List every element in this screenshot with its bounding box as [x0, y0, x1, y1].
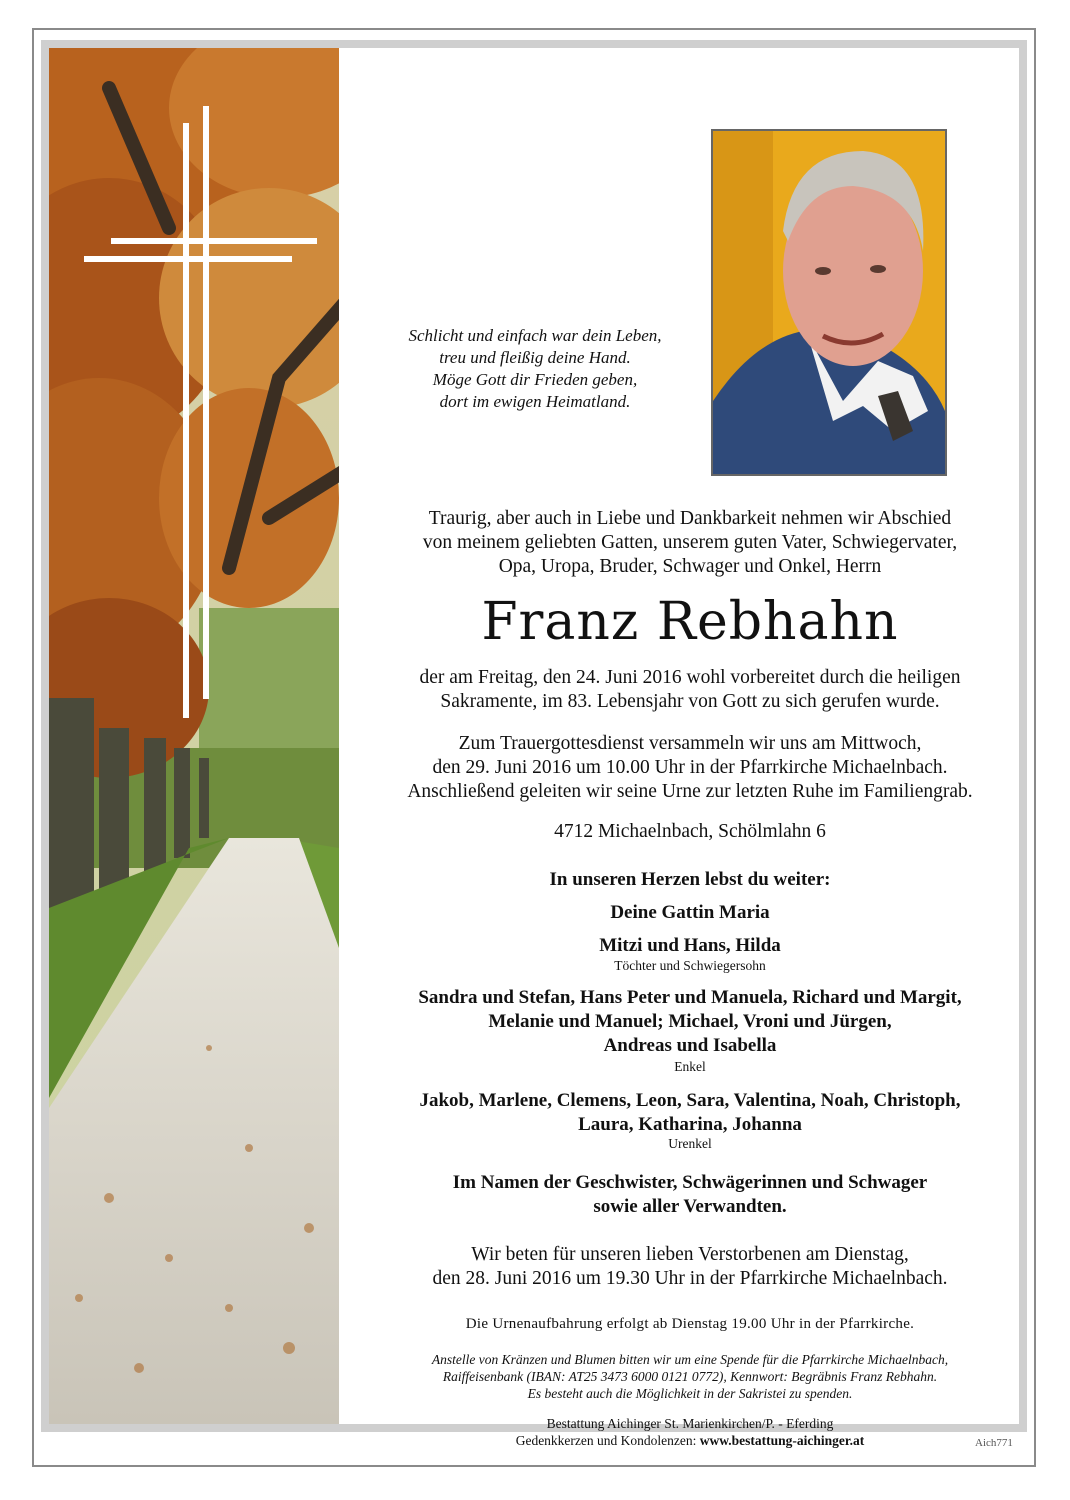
grandchildren-line: Sandra und Stefan, Hans Peter und Manuela, Richard und Margit,	[418, 987, 962, 1008]
wife-name: Deine Gattin Maria	[610, 902, 770, 923]
autumn-path-image	[49, 48, 339, 1424]
urn-viewing: Die Urnenaufbahrung erfolgt ab Dienstag 19.00 Uhr in der Pfarrkirche.	[465, 1316, 915, 1332]
family-heading: In unseren Herzen lebst du weiter:	[549, 869, 831, 890]
relatives-note	[345, 1171, 1035, 1219]
death-notice-line: der am Freitag, den 24. Juni 2016 wohl vorbereitet durch die heiligen	[419, 667, 961, 688]
website-link[interactable]: www.bestattung-aichinger.at	[699, 1433, 865, 1448]
great-grandchildren-role: Urenkel	[668, 1136, 712, 1151]
death-notice-line: Sakramente, im 83. Lebensjahr von Gott zu sich gerufen wurde.	[440, 691, 940, 712]
portrait-photo	[711, 129, 947, 476]
grandchildren-names	[345, 986, 1035, 1058]
footer-company: Bestattung Aichinger St. Marienkirchen/P. - Eferding	[546, 1416, 834, 1431]
relatives-line: Im Namen der Geschwister, Schwägerinnen und Schwager	[452, 1172, 928, 1193]
grandchildren-role: Enkel	[674, 1059, 706, 1074]
service-info	[345, 732, 1035, 804]
prayer-info	[345, 1243, 1035, 1291]
intro-line: von meinem geliebten Gatten, unserem guten Vater, Schwiegervater,	[422, 532, 958, 553]
great-grandchildren-names	[345, 1089, 1035, 1137]
grandchildren-line: Andreas und Isabella	[603, 1035, 777, 1056]
donation-line: Raiffeisenbank (IBAN: AT25 3473 6000 0121 0772), Kennwort: Begräbnis Franz Rebhahn.	[442, 1369, 938, 1384]
condolence-label: Gedenkkerzen und Kondolenzen:	[515, 1433, 700, 1448]
service-line: den 29. Juni 2016 um 10.00 Uhr in der Pfarrkirche Michaelnbach.	[432, 757, 948, 778]
prayer-line: den 28. Juni 2016 um 19.30 Uhr in der Pfarrkirche Michaelnbach.	[432, 1268, 948, 1289]
children-role: Töchter und Schwiegersohn	[614, 958, 766, 973]
donation-note	[345, 1351, 1035, 1402]
poem-line: Möge Gott dir Frieden geben,	[432, 370, 638, 389]
children-names: Mitzi und Hans, Hilda	[599, 935, 781, 956]
poem-line: Schlicht und einfach war dein Leben,	[408, 326, 662, 345]
prayer-line: Wir beten für unseren lieben Verstorbenen am Dienstag,	[471, 1244, 909, 1265]
service-line: Anschließend geleiten wir seine Urne zur letzten Ruhe im Familiengrab.	[407, 781, 973, 802]
great-grandchildren-line: Laura, Katharina, Johanna	[578, 1114, 802, 1135]
service-line: Zum Trauergottesdienst versammeln wir uns am Mittwoch,	[458, 733, 922, 754]
address: 4712 Michaelnbach, Schölmlahn 6	[554, 821, 826, 842]
document-code: Aich771	[975, 1437, 1013, 1449]
deceased-name: Franz Rebhahn	[481, 592, 899, 652]
great-grandchildren-line: Jakob, Marlene, Clemens, Leon, Sara, Valentina, Noah, Christoph,	[419, 1090, 961, 1111]
intro-line: Traurig, aber auch in Liebe und Dankbarkeit nehmen wir Abschied	[428, 508, 952, 529]
footer	[345, 1415, 1035, 1449]
relatives-line: sowie aller Verwandten.	[593, 1196, 787, 1217]
poem-line: dort im ewigen Heimatland.	[439, 392, 631, 411]
memorial-poem	[370, 325, 700, 413]
death-notice	[345, 666, 1035, 714]
intro-line: Opa, Uropa, Bruder, Schwager und Onkel, Herrn	[498, 556, 882, 577]
poem-line: treu und fleißig deine Hand.	[439, 348, 631, 367]
intro-text	[345, 507, 1035, 579]
donation-line: Es besteht auch die Möglichkeit in der Sakristei zu spenden.	[527, 1386, 853, 1401]
footer-condolence	[345, 1432, 1035, 1449]
grandchildren-line: Melanie und Manuel; Michael, Vroni und Jürgen,	[488, 1011, 892, 1032]
donation-line: Anstelle von Kränzen und Blumen bitten wir um eine Spende für die Pfarrkirche Michaelnbach,	[431, 1352, 949, 1367]
